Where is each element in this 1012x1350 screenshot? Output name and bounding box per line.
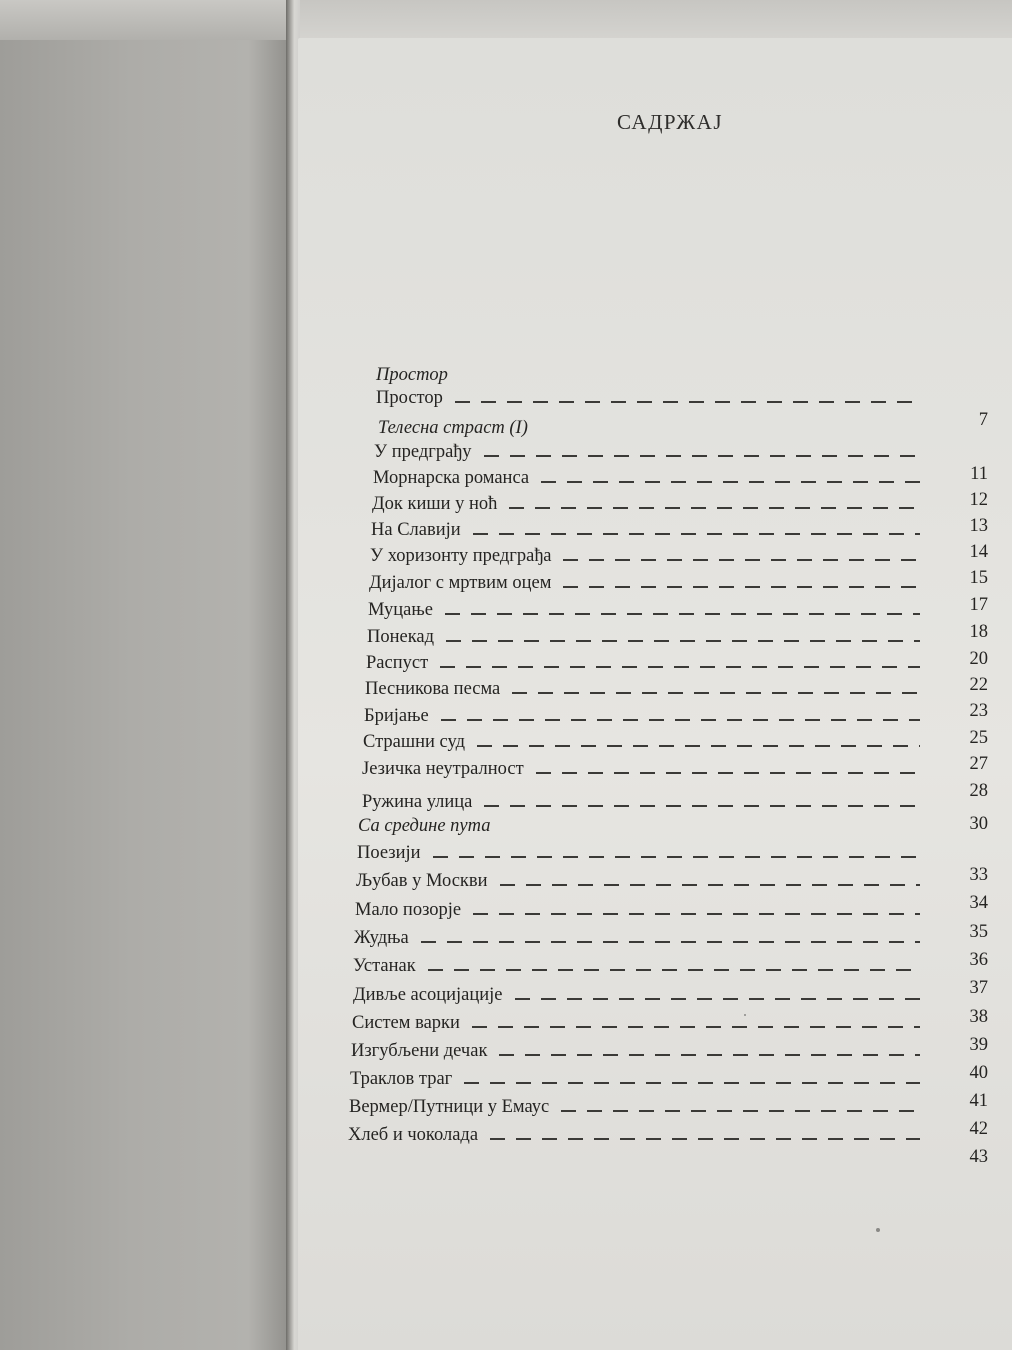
- dot-leader: [464, 1082, 920, 1084]
- entry-title: Простор: [376, 388, 443, 408]
- page-number: 18: [969, 622, 988, 642]
- page-number: 35: [969, 922, 988, 942]
- page-number: 7: [978, 410, 988, 430]
- page-number: 40: [969, 1063, 988, 1083]
- dot-leader: [473, 533, 920, 535]
- page-number: 30: [969, 814, 988, 834]
- section-title: Са средине пута: [358, 816, 491, 836]
- entry-title: Док киши у ноћ: [372, 494, 498, 514]
- dot-leader: [473, 913, 920, 915]
- page-number: 11: [970, 464, 988, 484]
- page-number: 38: [969, 1007, 988, 1027]
- dot-leader: [472, 1026, 920, 1028]
- page-number: 13: [969, 516, 988, 536]
- paper-speck: [744, 1014, 746, 1016]
- entry-title: Језичка неутралност: [362, 759, 524, 779]
- entry-title: Морнарска романса: [373, 468, 530, 488]
- entry-title: Поезији: [357, 843, 421, 863]
- entry-title: Жудња: [354, 928, 409, 948]
- dot-leader: [563, 586, 920, 588]
- page-number: 12: [969, 490, 988, 510]
- left-page-edge: [0, 0, 292, 40]
- entry-title: У хоризонту предграђа: [370, 546, 552, 566]
- entry-title: Изгубљени дечак: [351, 1041, 488, 1061]
- page-number: 42: [969, 1119, 988, 1139]
- dot-leader: [446, 640, 920, 642]
- dot-leader: [445, 613, 920, 615]
- page-title: САДРЖАЈ: [616, 110, 724, 134]
- dot-leader: [484, 805, 920, 807]
- toc-entry: [298, 1125, 1012, 1167]
- entry-title: Песникова песма: [365, 679, 501, 699]
- entry-title: У предграђу: [374, 442, 472, 462]
- page-number: 39: [969, 1035, 988, 1055]
- dot-leader: [490, 1138, 920, 1140]
- entry-title: Љубав у Москви: [356, 871, 488, 891]
- page-number: 15: [969, 568, 988, 588]
- page-number: 43: [969, 1147, 988, 1167]
- entry-title: Вермер/Путници у Емаус: [349, 1097, 550, 1117]
- dot-leader: [455, 401, 920, 403]
- entry-title: Траклов траг: [350, 1069, 453, 1089]
- page-number: 14: [969, 542, 988, 562]
- page-number: 27: [969, 754, 988, 774]
- dot-leader: [499, 1054, 920, 1056]
- entry-title: Бријање: [364, 706, 429, 726]
- dot-leader: [563, 559, 920, 561]
- entry-title: Дијалог с мртвим оцем: [369, 573, 552, 593]
- dot-leader: [421, 941, 920, 943]
- dot-leader: [561, 1110, 920, 1112]
- page-number: 28: [969, 781, 988, 801]
- entry-title: Дивље асоцијације: [353, 985, 503, 1005]
- right-page: [298, 38, 1012, 1350]
- dot-leader: [441, 719, 920, 721]
- page-number: 37: [969, 978, 988, 998]
- page-number: 20: [969, 649, 988, 669]
- dot-leader: [500, 884, 920, 886]
- entry-title: Страшни суд: [363, 732, 466, 752]
- page-number: 36: [969, 950, 988, 970]
- toc-section-heading: [298, 816, 1012, 844]
- entry-title: Систем варки: [352, 1013, 460, 1033]
- dot-leader: [484, 455, 920, 457]
- entry-title: Понекад: [367, 627, 435, 647]
- toc-entry: [298, 759, 1012, 801]
- table-of-contents: [298, 38, 1012, 1350]
- entry-title: Распуст: [366, 653, 429, 673]
- entry-title: Хлеб и чоколада: [348, 1125, 479, 1145]
- page-number: 23: [969, 701, 988, 721]
- dot-leader: [509, 507, 920, 509]
- section-title: Простор: [376, 365, 448, 385]
- entry-title: Ружина улица: [362, 792, 473, 812]
- dot-leader: [440, 666, 920, 668]
- section-title: Телесна страст (I): [378, 418, 528, 438]
- left-page: [0, 0, 292, 1350]
- page-number: 17: [969, 595, 988, 615]
- dot-leader: [477, 745, 920, 747]
- dot-leader: [512, 692, 920, 694]
- entry-title: Муцање: [368, 600, 433, 620]
- entry-title: Устанак: [353, 956, 416, 976]
- dot-leader: [541, 481, 920, 483]
- dot-leader: [428, 969, 920, 971]
- dot-leader: [515, 998, 920, 1000]
- page-number: 33: [969, 865, 988, 885]
- page-number: 22: [969, 675, 988, 695]
- dot-leader: [536, 772, 920, 774]
- page-number: 25: [969, 728, 988, 748]
- page-number: 34: [969, 893, 988, 913]
- entry-title: Мало позорје: [355, 900, 462, 920]
- page-number: 41: [969, 1091, 988, 1111]
- paper-speck: [876, 1228, 880, 1232]
- entry-title: На Славији: [371, 520, 461, 540]
- dot-leader: [433, 856, 920, 858]
